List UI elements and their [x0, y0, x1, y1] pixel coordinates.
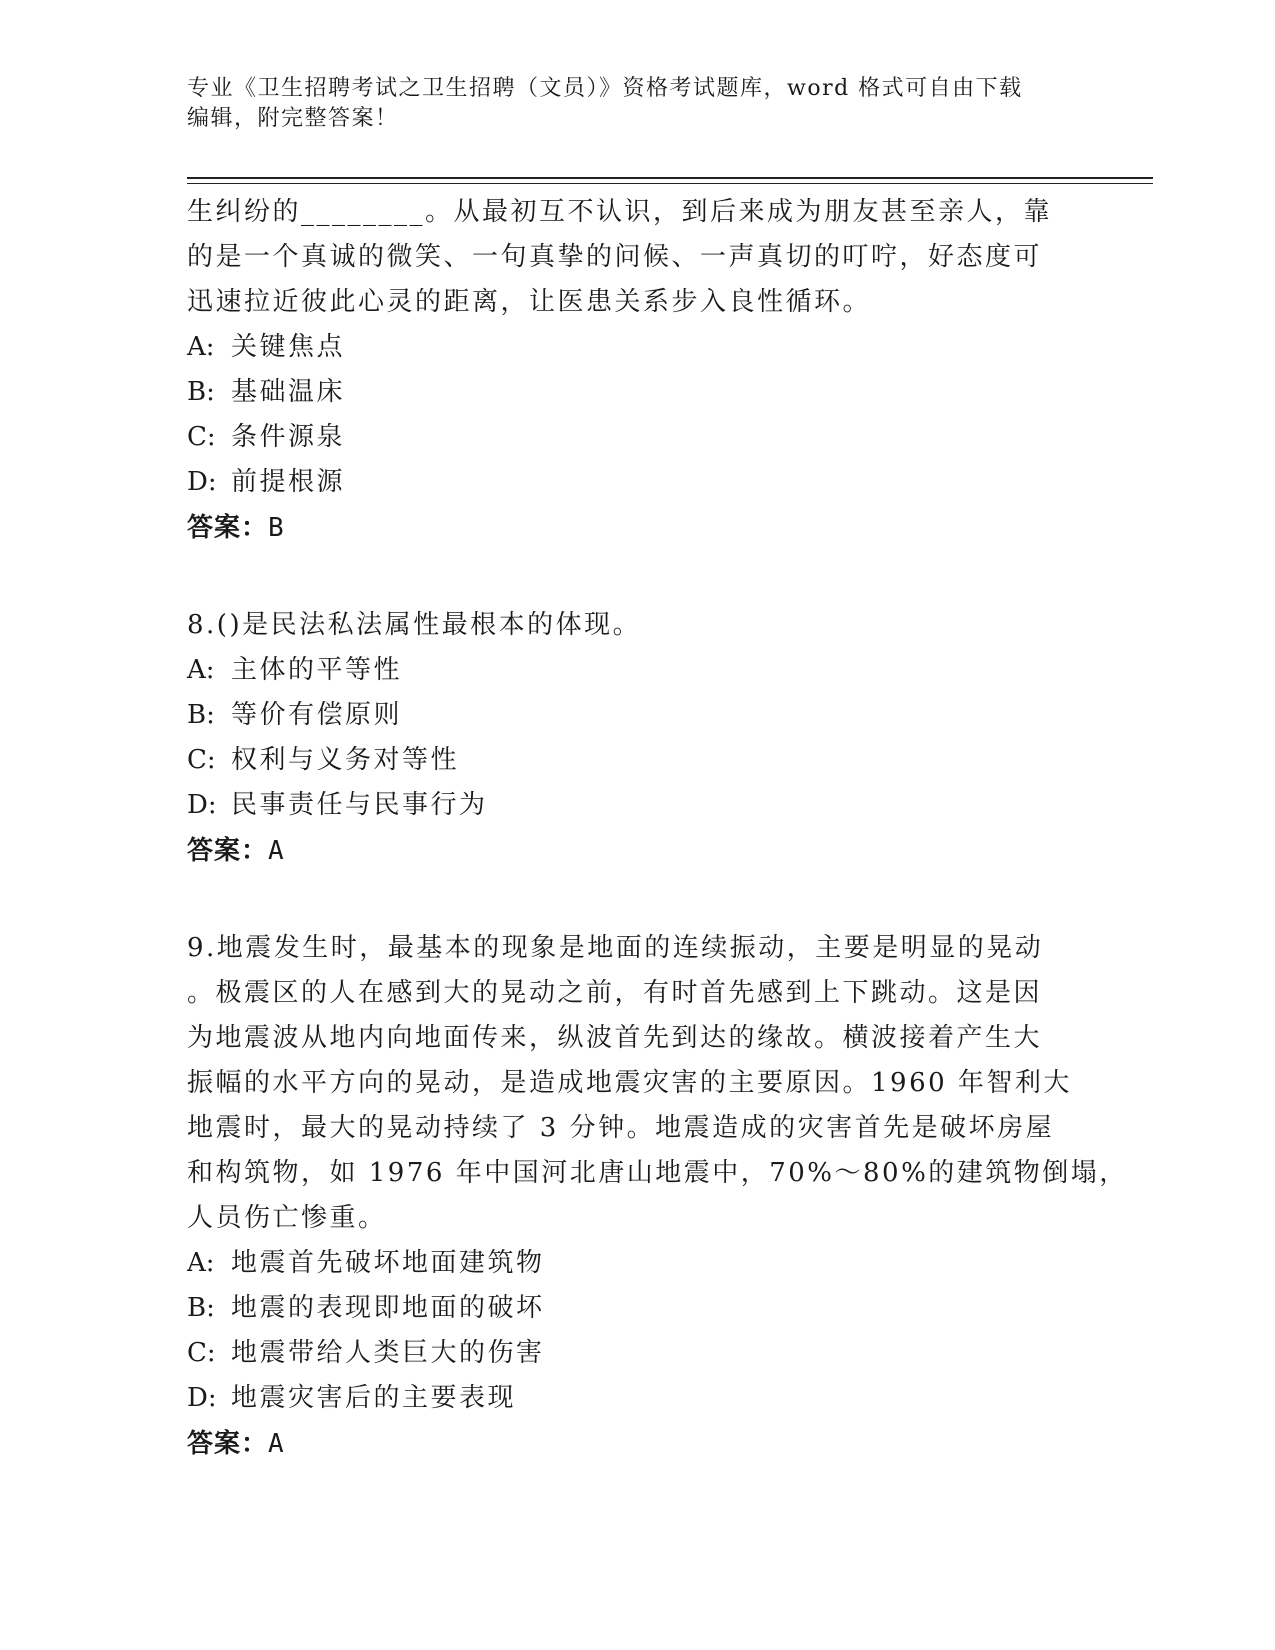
option-key: D:	[187, 1383, 217, 1413]
answer-value: A	[268, 1429, 285, 1459]
question-stem-line: 的是一个真诚的微笑、一句真挚的问候、一声真切的叮咛，好态度可	[187, 242, 1043, 272]
question-8	[187, 603, 1067, 874]
option-key: D:	[187, 790, 217, 820]
option-text: 前提根源	[231, 467, 346, 497]
option-c	[187, 738, 1067, 783]
option-a	[187, 325, 1067, 370]
option-d	[187, 460, 1067, 505]
option-text: 地震的表现即地面的破坏	[231, 1293, 545, 1323]
option-key: B:	[187, 700, 215, 730]
document-header	[187, 74, 1067, 134]
question-stem-line: 为地震波从地内向地面传来，纵波首先到达的缘故。横波接着产生大	[187, 1023, 1043, 1053]
option-key: C:	[187, 422, 216, 452]
option-b	[187, 370, 1067, 415]
option-d	[187, 1376, 1067, 1421]
question-stem-line: 和构筑物，如 1976 年中国河北唐山地震中，70%～80%的建筑物倒塌，	[187, 1158, 1128, 1188]
header-divider-thin	[187, 183, 1153, 184]
option-text: 主体的平等性	[231, 655, 403, 685]
header-divider-thick	[187, 177, 1153, 179]
option-key: C:	[187, 1338, 216, 1368]
question-stem-line: 生纠纷的________。从最初互不认识，到后来成为朋友甚至亲人，靠	[187, 197, 1053, 227]
option-a	[187, 1241, 1067, 1286]
header-line-1: 专业《卫生招聘考试之卫生招聘（文员）》资格考试题库，word 格式可自由下载	[187, 76, 1023, 101]
answer-value: B	[268, 513, 285, 543]
option-b	[187, 1286, 1067, 1331]
option-text: 权利与义务对等性	[231, 745, 460, 775]
option-key: B:	[187, 377, 215, 407]
question-stem-line: 9.地震发生时，最基本的现象是地面的连续振动，主要是明显的晃动	[187, 933, 1044, 963]
header-line-2: 编辑，附完整答案！	[187, 106, 399, 131]
option-text: 民事责任与民事行为	[231, 790, 488, 820]
answer-label: 答案：	[187, 1429, 269, 1459]
option-key: A:	[187, 332, 215, 362]
question-stem-line: 地震时，最大的晃动持续了 3 分钟。地震造成的灾害首先是破坏房屋	[187, 1113, 1055, 1143]
answer-value: A	[268, 836, 285, 866]
option-d	[187, 783, 1067, 828]
option-b	[187, 693, 1067, 738]
option-text: 等价有偿原则	[231, 700, 403, 730]
question-9	[187, 926, 1128, 1467]
option-text: 地震首先破坏地面建筑物	[231, 1248, 545, 1278]
option-key: A:	[187, 1248, 215, 1278]
answer-line	[187, 1421, 1067, 1467]
question-stem-line: 。极震区的人在感到大的晃动之前，有时首先感到上下跳动。这是因	[187, 978, 1043, 1008]
option-text: 条件源泉	[231, 422, 346, 452]
option-key: B:	[187, 1293, 215, 1323]
option-text: 地震灾害后的主要表现	[231, 1383, 517, 1413]
option-c	[187, 415, 1067, 460]
option-text: 基础温床	[231, 377, 346, 407]
option-a	[187, 648, 1067, 693]
option-c	[187, 1331, 1067, 1376]
question-stem-line: 迅速拉近彼此心灵的距离，让医患关系步入良性循环。	[187, 287, 872, 317]
question-stem-line: 人员伤亡惨重。	[187, 1203, 387, 1233]
answer-line	[187, 505, 1067, 551]
answer-label: 答案：	[187, 836, 269, 866]
option-key: A:	[187, 655, 215, 685]
option-key: C:	[187, 745, 216, 775]
option-text: 地震带给人类巨大的伤害	[231, 1338, 545, 1368]
option-text: 关键焦点	[231, 332, 346, 362]
answer-label: 答案：	[187, 513, 269, 543]
question-stem-line: 8.()是民法私法属性最根本的体现。	[187, 610, 642, 640]
question-content	[187, 190, 1128, 1467]
option-key: D:	[187, 467, 217, 497]
question-stem-line: 振幅的水平方向的晃动，是造成地震灾害的主要原因。1960 年智利大	[187, 1068, 1072, 1098]
question-7	[187, 190, 1067, 551]
answer-line	[187, 828, 1067, 874]
